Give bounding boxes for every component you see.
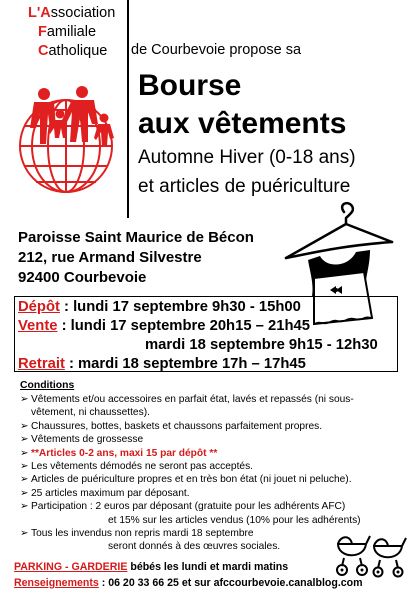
retrait-line: Retrait : mardi 18 septembre 17h – 17h45 [18,356,306,372]
propose-text: de Courbevoie propose sa [131,42,302,58]
arrow-bullet-icon: ➢ [20,447,29,459]
vente-line-2: mardi 18 septembre 9h15 - 12h30 [145,337,378,353]
conditions-title: Conditions [20,380,75,391]
address-line-3: 92400 Courbevoie [18,269,147,286]
arrow-bullet-icon: ➢ [20,487,29,499]
list-item: et 15% sur les articles vendus (10% pour les adhérents) [108,514,361,526]
arrow-bullet-icon: ➢ [20,394,29,405]
list-item: ➢ Vêtements de grossesse [20,434,144,446]
list-item: ➢ **Articles 0-2 ans, maxi 15 par dépôt ** [20,447,218,459]
list-item: ➢ Tous les invendus non repris mardi 18 septembre [20,528,254,540]
parking-info: PARKING - GARDERIE bébés les lundi et mardi matins [14,561,289,573]
association-name [28,4,115,61]
baby-prams-illustration [334,530,410,578]
afc-globe-logo [10,84,122,196]
list-item: seront donnés à des œuvres sociales. [108,541,281,553]
org-line-3: Catholique [38,43,108,59]
address-line-2: 212, rue Armand Silvestre [18,249,202,266]
arrow-bullet-icon: ➢ [20,474,29,486]
title-line-1: Bourse [138,69,242,102]
title-line-2: aux vêtements [138,107,347,140]
arrow-bullet-icon: ➢ [20,434,29,446]
list-item: vêtement, ni chaussettes). [31,407,150,419]
venue-address [18,228,254,288]
depot-line: Dépôt : lundi 17 septembre 9h30 - 15h00 [18,299,301,315]
list-item: ➢ 25 articles maximum par déposant. [20,487,190,499]
arrow-bullet-icon: ➢ [20,501,29,513]
arrow-bullet-icon: ➢ [20,420,29,432]
list-item: ➢ Chaussures, bottes, baskets et chaussons parfaitement propres. [20,420,323,432]
contact-info: Renseignements : 06 20 33 66 25 et sur afccourbevoie.canalblog.com [14,577,363,589]
org-line-1: L'Association [28,5,116,21]
arrow-bullet-icon: ➢ [20,461,29,473]
org-line-2: Familiale [38,24,97,40]
list-item: ➢ Participation : 2 euros par déposant (gratuite pour les adhérents AFC) [20,501,346,513]
list-item: ➢ Vêtements et/ou accessoires en parfait état, lavés et repassés (ni sous- [20,394,354,405]
vente-line: Vente : lundi 17 septembre 20h15 – 21h45 [18,318,310,334]
list-item: ➢ Articles de puériculture propres et en très bon état (ni jouet ni peluche). [20,474,352,486]
address-line-1: Paroisse Saint Maurice de Bécon [18,229,254,246]
schedule-box [14,296,398,372]
list-item: ➢ Les vêtements démodés ne seront pas acceptés. [20,461,253,473]
arrow-bullet-icon: ➢ [20,528,29,540]
articles-subtitle: et articles de puériculture [138,176,351,197]
season-subtitle: Automne Hiver (0-18 ans) [138,147,356,168]
header-divider [127,0,129,218]
